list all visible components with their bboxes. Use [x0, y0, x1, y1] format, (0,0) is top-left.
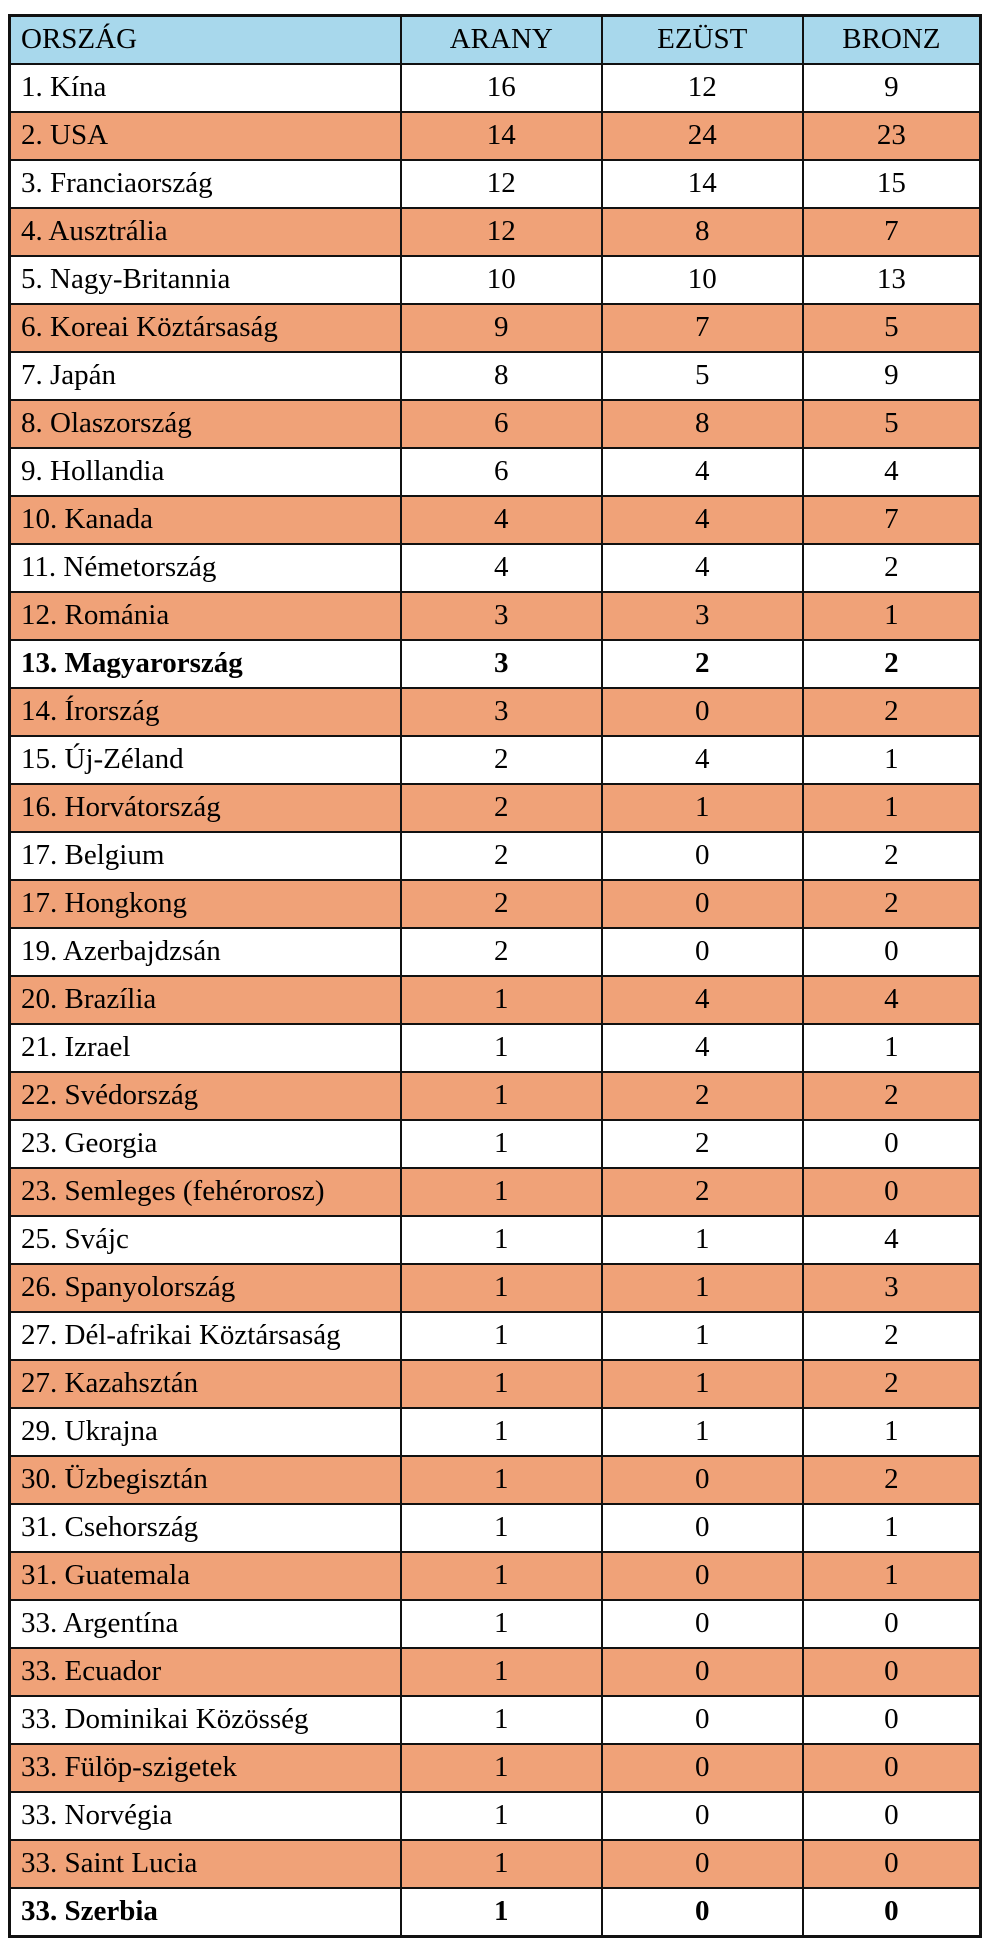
bronze-cell: 0	[803, 928, 981, 976]
country-cell: 30. Üzbegisztán	[10, 1456, 401, 1504]
silver-cell: 0	[602, 688, 803, 736]
silver-cell: 1	[602, 1312, 803, 1360]
silver-cell: 0	[602, 1792, 803, 1840]
bronze-cell: 1	[803, 736, 981, 784]
silver-cell: 4	[602, 1024, 803, 1072]
silver-cell: 7	[602, 304, 803, 352]
gold-cell: 6	[401, 400, 602, 448]
country-cell: 11. Németország	[10, 544, 401, 592]
bronze-cell: 1	[803, 1552, 981, 1600]
table-row	[10, 688, 981, 736]
country-cell: 4. Ausztrália	[10, 208, 401, 256]
gold-cell: 6	[401, 448, 602, 496]
silver-cell: 2	[602, 640, 803, 688]
gold-cell: 12	[401, 160, 602, 208]
table-row	[10, 1072, 981, 1120]
table-row	[10, 976, 981, 1024]
bronze-cell: 9	[803, 352, 981, 400]
gold-cell: 1	[401, 1696, 602, 1744]
country-cell: 17. Hongkong	[10, 880, 401, 928]
gold-cell: 1	[401, 1120, 602, 1168]
gold-cell: 4	[401, 544, 602, 592]
country-cell: 5. Nagy-Britannia	[10, 256, 401, 304]
silver-cell: 8	[602, 208, 803, 256]
gold-cell: 14	[401, 112, 602, 160]
bronze-cell: 0	[803, 1600, 981, 1648]
bronze-cell: 0	[803, 1168, 981, 1216]
country-cell: 33. Saint Lucia	[10, 1840, 401, 1888]
bronze-cell: 9	[803, 64, 981, 112]
bronze-cell: 0	[803, 1648, 981, 1696]
table-row	[10, 352, 981, 400]
gold-cell: 1	[401, 976, 602, 1024]
country-cell: 9. Hollandia	[10, 448, 401, 496]
table-row	[10, 1408, 981, 1456]
bronze-cell: 1	[803, 784, 981, 832]
bronze-cell: 1	[803, 1024, 981, 1072]
bronze-cell: 7	[803, 496, 981, 544]
silver-cell: 0	[602, 1456, 803, 1504]
silver-cell: 4	[602, 544, 803, 592]
gold-cell: 2	[401, 880, 602, 928]
gold-cell: 1	[401, 1456, 602, 1504]
table-row	[10, 448, 981, 496]
bronze-cell: 7	[803, 208, 981, 256]
gold-cell: 2	[401, 928, 602, 976]
gold-cell: 1	[401, 1168, 602, 1216]
table-row	[10, 1696, 981, 1744]
silver-cell: 10	[602, 256, 803, 304]
gold-cell: 4	[401, 496, 602, 544]
country-cell: 31. Csehország	[10, 1504, 401, 1552]
country-cell: 2. USA	[10, 112, 401, 160]
country-cell: 21. Izrael	[10, 1024, 401, 1072]
gold-cell: 16	[401, 64, 602, 112]
table-row	[10, 1120, 981, 1168]
bronze-cell: 5	[803, 304, 981, 352]
country-cell: 1. Kína	[10, 64, 401, 112]
table-row	[10, 1360, 981, 1408]
bronze-cell: 2	[803, 544, 981, 592]
table-row	[10, 880, 981, 928]
table-row	[10, 1216, 981, 1264]
bronze-cell: 3	[803, 1264, 981, 1312]
bronze-cell: 5	[803, 400, 981, 448]
bronze-cell: 0	[803, 1120, 981, 1168]
gold-cell: 1	[401, 1600, 602, 1648]
country-cell: 25. Svájc	[10, 1216, 401, 1264]
gold-cell: 10	[401, 256, 602, 304]
table-row	[10, 1504, 981, 1552]
silver-cell: 0	[602, 1552, 803, 1600]
country-cell: 16. Horvátország	[10, 784, 401, 832]
gold-cell: 1	[401, 1312, 602, 1360]
table-row	[10, 1264, 981, 1312]
table-row	[10, 1456, 981, 1504]
country-cell: 33. Dominikai Közösség	[10, 1696, 401, 1744]
silver-cell: 4	[602, 496, 803, 544]
silver-cell: 0	[602, 1648, 803, 1696]
bronze-cell: 2	[803, 1360, 981, 1408]
gold-cell: 9	[401, 304, 602, 352]
bronze-cell: 1	[803, 1408, 981, 1456]
country-cell: 33. Ecuador	[10, 1648, 401, 1696]
bronze-cell: 0	[803, 1792, 981, 1840]
country-cell: 10. Kanada	[10, 496, 401, 544]
country-cell: 27. Dél-afrikai Köztársaság	[10, 1312, 401, 1360]
table-row	[10, 592, 981, 640]
silver-cell: 4	[602, 448, 803, 496]
bronze-cell: 15	[803, 160, 981, 208]
silver-cell: 0	[602, 1504, 803, 1552]
country-cell: 6. Koreai Köztársaság	[10, 304, 401, 352]
silver-cell: 0	[602, 832, 803, 880]
gold-cell: 1	[401, 1840, 602, 1888]
bronze-cell: 23	[803, 112, 981, 160]
country-cell: 7. Japán	[10, 352, 401, 400]
bronze-cell: 2	[803, 832, 981, 880]
country-cell: 19. Azerbajdzsán	[10, 928, 401, 976]
silver-cell: 1	[602, 1360, 803, 1408]
table-row	[10, 400, 981, 448]
silver-cell: 0	[602, 1888, 803, 1937]
bronze-cell: 2	[803, 1456, 981, 1504]
silver-cell: 14	[602, 160, 803, 208]
country-cell: 20. Brazília	[10, 976, 401, 1024]
gold-cell: 1	[401, 1744, 602, 1792]
table-row	[10, 256, 981, 304]
table-row	[10, 1552, 981, 1600]
country-cell: 13. Magyarország	[10, 640, 401, 688]
table-row	[10, 1888, 981, 1937]
silver-cell: 1	[602, 784, 803, 832]
silver-cell: 0	[602, 928, 803, 976]
bronze-cell: 0	[803, 1696, 981, 1744]
column-header-ezust: EZÜST	[602, 16, 803, 65]
silver-cell: 0	[602, 1696, 803, 1744]
bronze-cell: 1	[803, 1504, 981, 1552]
bronze-cell: 4	[803, 448, 981, 496]
silver-cell: 0	[602, 1840, 803, 1888]
table-row	[10, 1840, 981, 1888]
country-cell: 33. Fülöp-szigetek	[10, 1744, 401, 1792]
gold-cell: 1	[401, 1072, 602, 1120]
gold-cell: 3	[401, 640, 602, 688]
silver-cell: 2	[602, 1072, 803, 1120]
silver-cell: 5	[602, 352, 803, 400]
table-row	[10, 112, 981, 160]
country-cell: 8. Olaszország	[10, 400, 401, 448]
gold-cell: 8	[401, 352, 602, 400]
table-row	[10, 160, 981, 208]
table-row	[10, 1648, 981, 1696]
country-cell: 14. Írország	[10, 688, 401, 736]
table-row	[10, 1168, 981, 1216]
silver-cell: 2	[602, 1168, 803, 1216]
bronze-cell: 0	[803, 1840, 981, 1888]
table-row	[10, 496, 981, 544]
silver-cell: 12	[602, 64, 803, 112]
silver-cell: 0	[602, 1600, 803, 1648]
silver-cell: 0	[602, 1744, 803, 1792]
table-row	[10, 784, 981, 832]
table-row	[10, 736, 981, 784]
silver-cell: 1	[602, 1408, 803, 1456]
bronze-cell: 13	[803, 256, 981, 304]
gold-cell: 1	[401, 1504, 602, 1552]
table-body	[10, 64, 981, 1937]
bronze-cell: 2	[803, 688, 981, 736]
column-header-orszag: ORSZÁG	[10, 16, 401, 65]
silver-cell: 0	[602, 880, 803, 928]
header-row	[10, 16, 981, 65]
table-row	[10, 928, 981, 976]
country-cell: 23. Semleges (fehérorosz)	[10, 1168, 401, 1216]
table-row	[10, 832, 981, 880]
table-row	[10, 1792, 981, 1840]
table-row	[10, 208, 981, 256]
medal-table	[8, 14, 982, 1938]
silver-cell: 8	[602, 400, 803, 448]
silver-cell: 1	[602, 1216, 803, 1264]
gold-cell: 1	[401, 1648, 602, 1696]
country-cell: 3. Franciaország	[10, 160, 401, 208]
silver-cell: 4	[602, 736, 803, 784]
gold-cell: 1	[401, 1216, 602, 1264]
silver-cell: 1	[602, 1264, 803, 1312]
column-header-bronz: BRONZ	[803, 16, 981, 65]
bronze-cell: 2	[803, 640, 981, 688]
silver-cell: 3	[602, 592, 803, 640]
country-cell: 33. Norvégia	[10, 1792, 401, 1840]
gold-cell: 1	[401, 1360, 602, 1408]
bronze-cell: 2	[803, 1072, 981, 1120]
column-header-arany: ARANY	[401, 16, 602, 65]
bronze-cell: 2	[803, 1312, 981, 1360]
gold-cell: 1	[401, 1264, 602, 1312]
table-header	[10, 16, 981, 65]
table-row	[10, 1024, 981, 1072]
gold-cell: 1	[401, 1552, 602, 1600]
bronze-cell: 2	[803, 880, 981, 928]
gold-cell: 12	[401, 208, 602, 256]
country-cell: 33. Szerbia	[10, 1888, 401, 1937]
bronze-cell: 0	[803, 1744, 981, 1792]
bronze-cell: 1	[803, 592, 981, 640]
country-cell: 31. Guatemala	[10, 1552, 401, 1600]
gold-cell: 2	[401, 784, 602, 832]
gold-cell: 1	[401, 1888, 602, 1937]
table-row	[10, 640, 981, 688]
gold-cell: 1	[401, 1408, 602, 1456]
country-cell: 15. Új-Zéland	[10, 736, 401, 784]
country-cell: 33. Argentína	[10, 1600, 401, 1648]
table-row	[10, 64, 981, 112]
gold-cell: 2	[401, 736, 602, 784]
bronze-cell: 4	[803, 976, 981, 1024]
gold-cell: 1	[401, 1024, 602, 1072]
country-cell: 22. Svédország	[10, 1072, 401, 1120]
country-cell: 23. Georgia	[10, 1120, 401, 1168]
country-cell: 29. Ukrajna	[10, 1408, 401, 1456]
bronze-cell: 0	[803, 1888, 981, 1937]
gold-cell: 2	[401, 832, 602, 880]
gold-cell: 1	[401, 1792, 602, 1840]
bronze-cell: 4	[803, 1216, 981, 1264]
gold-cell: 3	[401, 688, 602, 736]
silver-cell: 4	[602, 976, 803, 1024]
silver-cell: 2	[602, 1120, 803, 1168]
country-cell: 17. Belgium	[10, 832, 401, 880]
table-row	[10, 1312, 981, 1360]
table-row	[10, 304, 981, 352]
table-row	[10, 1600, 981, 1648]
table-row	[10, 544, 981, 592]
silver-cell: 24	[602, 112, 803, 160]
country-cell: 12. Románia	[10, 592, 401, 640]
country-cell: 27. Kazahsztán	[10, 1360, 401, 1408]
country-cell: 26. Spanyolország	[10, 1264, 401, 1312]
gold-cell: 3	[401, 592, 602, 640]
table-row	[10, 1744, 981, 1792]
